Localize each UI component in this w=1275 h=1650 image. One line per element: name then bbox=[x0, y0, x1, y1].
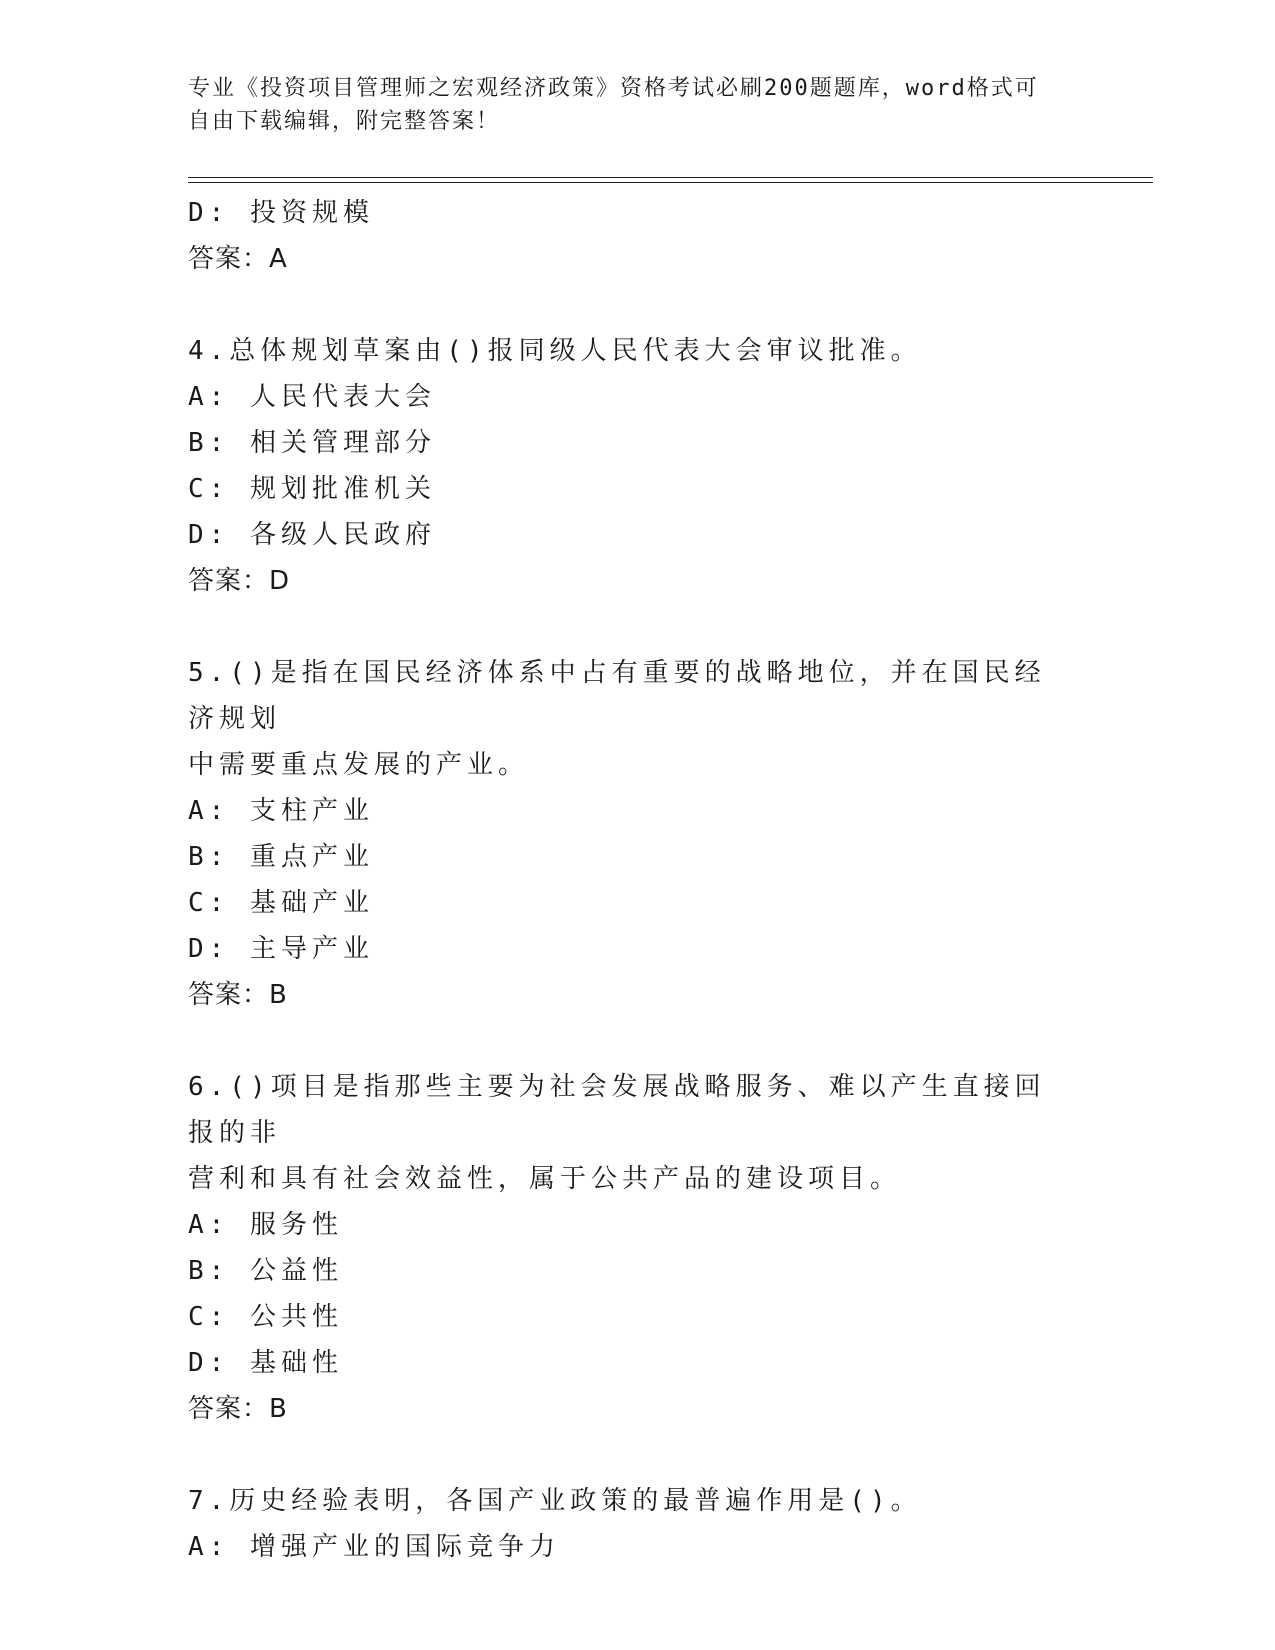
question-text-line-2: 营利和具有社会效益性，属于公共产品的建设项目。 bbox=[188, 1164, 902, 1194]
question-text-line-2: 中需要重点发展的产业。 bbox=[188, 750, 530, 780]
answer: 答案：B bbox=[188, 980, 288, 1010]
option-d: D: 各级人民政府 bbox=[188, 520, 436, 550]
answer: 答案：A bbox=[188, 244, 288, 274]
question-text-line-1: 6.()项目是指那些主要为社会发展战略服务、难以产生直接回报的非 bbox=[188, 1072, 1046, 1148]
header-divider-bottom bbox=[188, 182, 1153, 183]
option-c: C: 基础产业 bbox=[188, 888, 374, 918]
question-text: 7.历史经验表明，各国产业政策的最普遍作用是()。 bbox=[188, 1486, 922, 1516]
question-5 bbox=[188, 650, 1068, 1018]
answer: 答案：D bbox=[188, 566, 291, 596]
carryover-question bbox=[188, 190, 1068, 282]
option-c: C: 公共性 bbox=[188, 1302, 343, 1332]
question-7 bbox=[188, 1478, 1068, 1570]
option-a: A: 支柱产业 bbox=[188, 796, 374, 826]
question-text-line-1: 5.()是指在国民经济体系中占有重要的战略地位，并在国民经济规划 bbox=[188, 658, 1046, 734]
answer: 答案：B bbox=[188, 1394, 288, 1424]
document-header bbox=[188, 72, 1068, 138]
question-4 bbox=[188, 328, 1068, 604]
question-text: 4.总体规划草案由()报同级人民代表大会审议批准。 bbox=[188, 336, 922, 366]
option-b: B: 相关管理部分 bbox=[188, 428, 436, 458]
option-a: A: 增强产业的国际竞争力 bbox=[188, 1532, 560, 1562]
header-title-line-1: 专业《投资项目管理师之宏观经济政策》资格考试必刷200题题库，word格式可 bbox=[188, 76, 1039, 101]
option-d: D: 投资规模 bbox=[188, 198, 374, 228]
option-b: B: 重点产业 bbox=[188, 842, 374, 872]
option-b: B: 公益性 bbox=[188, 1256, 343, 1286]
option-d: D: 基础性 bbox=[188, 1348, 343, 1378]
question-list bbox=[188, 190, 1068, 1570]
option-c: C: 规划批准机关 bbox=[188, 474, 436, 504]
question-6 bbox=[188, 1064, 1068, 1432]
header-divider-top bbox=[188, 177, 1153, 178]
option-d: D: 主导产业 bbox=[188, 934, 374, 964]
option-a: A: 服务性 bbox=[188, 1210, 343, 1240]
header-title-line-2: 自由下载编辑，附完整答案！ bbox=[188, 109, 501, 134]
option-a: A: 人民代表大会 bbox=[188, 382, 436, 412]
